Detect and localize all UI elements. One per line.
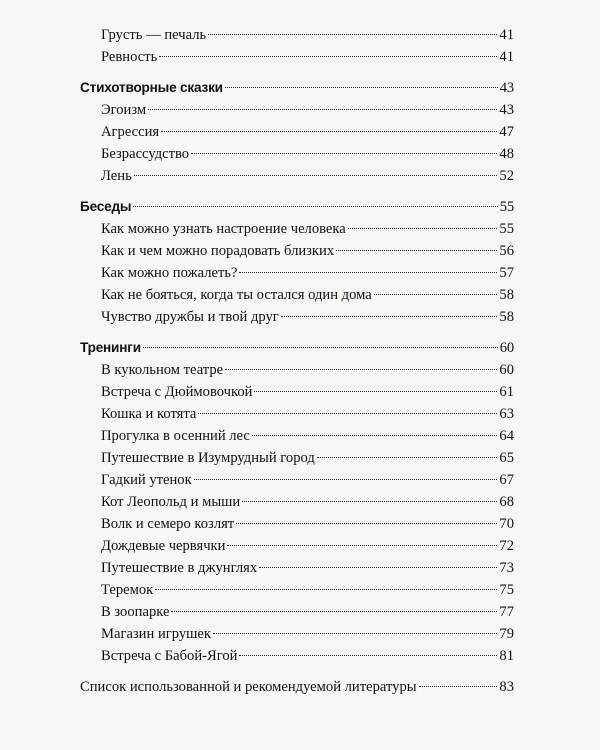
toc-entry-kot-leopold[interactable]: [80, 491, 514, 513]
dot-leader: [242, 501, 497, 502]
toc-entry-title: Дождевые червячки: [101, 538, 226, 554]
toc-entry-literatura[interactable]: [80, 676, 514, 698]
section-spacer: [80, 328, 514, 337]
toc-entry-title: Эгоизм: [101, 102, 147, 118]
toc-section-title: Стихотворные сказки: [80, 80, 223, 95]
dot-leader: [317, 457, 498, 458]
toc-entry-title: Ревность: [101, 49, 158, 65]
toc-entry-gadkiy-utenok[interactable]: [80, 469, 514, 491]
toc-entry-page: 58: [499, 287, 514, 303]
section-spacer: [80, 68, 514, 77]
dot-leader: [227, 545, 497, 546]
toc-entry-baba-yaga[interactable]: [80, 645, 514, 667]
toc-entry-title: Путешествие в джунглях: [101, 560, 258, 576]
toc-entry-page: 60: [499, 362, 514, 378]
section-spacer: [80, 667, 514, 676]
dot-leader: [225, 87, 498, 88]
toc-section-stikhotvornye-skazki[interactable]: [80, 77, 514, 99]
toc-entry-grust-pechal[interactable]: [80, 24, 514, 46]
toc-entry-page: 68: [499, 494, 514, 510]
toc-entry-title: Лень: [101, 168, 132, 184]
toc-entry-page: 52: [499, 168, 514, 184]
dot-leader: [281, 316, 498, 317]
toc-entry-page: 63: [499, 406, 514, 422]
toc-entry-title: Встреча с Бабой-Ягой: [101, 648, 238, 664]
toc-entry-title: Кот Леопольд и мыши: [101, 494, 241, 510]
toc-entry-druzhba[interactable]: [80, 306, 514, 328]
toc-entry-page: 67: [499, 472, 514, 488]
dot-leader: [239, 272, 497, 273]
toc-entry-osenniy-les[interactable]: [80, 425, 514, 447]
dot-leader: [419, 686, 498, 687]
dot-leader: [148, 109, 497, 110]
toc-entry-title: Прогулка в осенний лес: [101, 428, 250, 444]
toc-section-page: 60: [499, 340, 514, 356]
toc-entry-page: 64: [499, 428, 514, 444]
toc-entry-title: Как можно пожалеть?: [101, 265, 238, 281]
toc-entry-title: Кошка и котята: [101, 406, 197, 422]
dot-leader: [259, 567, 497, 568]
toc-entry-page: 79: [499, 626, 514, 642]
toc-entry-dzhungli[interactable]: [80, 557, 514, 579]
toc-entry-title: Список использованной и рекомендуемой литературы: [80, 679, 417, 695]
toc-entry-page: 70: [499, 516, 514, 532]
dot-leader: [236, 523, 497, 524]
dot-leader: [194, 479, 498, 480]
toc-entry-title: Путешествие в Изумрудный город: [101, 450, 315, 466]
section-spacer: [80, 187, 514, 196]
toc-entry-title: В кукольном театре: [101, 362, 224, 378]
toc-entry-title: Чувство дружбы и твой друг: [101, 309, 279, 325]
dot-leader: [336, 250, 497, 251]
dot-leader: [134, 175, 498, 176]
toc-entry-chervyachki[interactable]: [80, 535, 514, 557]
toc-entry-nastroenie[interactable]: [80, 218, 514, 240]
toc-entry-volk-kozlyata[interactable]: [80, 513, 514, 535]
toc-entry-page: 58: [499, 309, 514, 325]
toc-entry-bezrassudstvo[interactable]: [80, 143, 514, 165]
toc-entry-ne-boyatsya[interactable]: [80, 284, 514, 306]
toc-entry-egoizm[interactable]: [80, 99, 514, 121]
dot-leader: [348, 228, 498, 229]
toc-entry-agressiya[interactable]: [80, 121, 514, 143]
toc-entry-revnost[interactable]: [80, 46, 514, 68]
toc-section-title: Беседы: [80, 199, 132, 214]
toc-entry-title: Магазин игрушек: [101, 626, 211, 642]
toc-entry-page: 83: [499, 679, 514, 695]
toc-entry-title: Волк и семеро козлят: [101, 516, 235, 532]
toc-section-treningi[interactable]: [80, 337, 514, 359]
dot-leader: [191, 153, 497, 154]
toc-entry-page: 61: [499, 384, 514, 400]
dot-leader: [133, 206, 497, 207]
toc-entry-page: 77: [499, 604, 514, 620]
dot-leader: [155, 589, 497, 590]
toc-entry-title: Теремок: [101, 582, 154, 598]
toc-entry-page: 72: [499, 538, 514, 554]
toc-entry-page: 48: [499, 146, 514, 162]
toc-entry-poradovat[interactable]: [80, 240, 514, 262]
toc-entry-dyuymovochka[interactable]: [80, 381, 514, 403]
toc-entry-page: 41: [499, 49, 514, 65]
toc-entry-page: 47: [499, 124, 514, 140]
toc-entry-title: Агрессия: [101, 124, 160, 140]
toc-entry-page: 75: [499, 582, 514, 598]
dot-leader: [208, 34, 497, 35]
toc-entry-kukolny-teatr[interactable]: [80, 359, 514, 381]
toc-entry-page: 55: [499, 221, 514, 237]
toc-entry-izumrudny-gorod[interactable]: [80, 447, 514, 469]
toc-entry-koshka-kotyata[interactable]: [80, 403, 514, 425]
toc-entry-page: 41: [499, 27, 514, 43]
toc-entry-len[interactable]: [80, 165, 514, 187]
toc-entry-magazin-igrushek[interactable]: [80, 623, 514, 645]
dot-leader: [252, 435, 498, 436]
toc-section-page: 55: [499, 199, 514, 215]
dot-leader: [171, 611, 497, 612]
toc-entry-title: Как и чем можно порадовать близких: [101, 243, 335, 259]
toc-entry-page: 73: [499, 560, 514, 576]
toc-section-besedy[interactable]: [80, 196, 514, 218]
dot-leader: [159, 56, 497, 57]
dot-leader: [225, 369, 497, 370]
toc-entry-teremok[interactable]: [80, 579, 514, 601]
table-of-contents: [80, 24, 514, 698]
dot-leader: [143, 347, 498, 348]
dot-leader: [213, 633, 497, 634]
toc-entry-pozhalet[interactable]: [80, 262, 514, 284]
toc-entry-page: 81: [499, 648, 514, 664]
dot-leader: [239, 655, 497, 656]
dot-leader: [254, 391, 497, 392]
toc-section-page: 43: [499, 80, 514, 96]
toc-entry-zoopark[interactable]: [80, 601, 514, 623]
dot-leader: [161, 131, 497, 132]
toc-entry-page: 56: [499, 243, 514, 259]
toc-entry-title: Грусть — печаль: [101, 27, 207, 43]
dot-leader: [374, 294, 498, 295]
toc-entry-page: 65: [499, 450, 514, 466]
toc-entry-title: Как не бояться, когда ты остался один дома: [101, 287, 372, 303]
toc-entry-title: В зоопарке: [101, 604, 170, 620]
toc-entry-page: 43: [499, 102, 514, 118]
toc-entry-title: Как можно узнать настроение человека: [101, 221, 346, 237]
toc-entry-title: Встреча с Дюймовочкой: [101, 384, 253, 400]
toc-entry-page: 57: [499, 265, 514, 281]
toc-section-title: Тренинги: [80, 340, 141, 355]
toc-entry-title: Безрассудство: [101, 146, 190, 162]
dot-leader: [198, 413, 497, 414]
toc-entry-title: Гадкий утенок: [101, 472, 192, 488]
